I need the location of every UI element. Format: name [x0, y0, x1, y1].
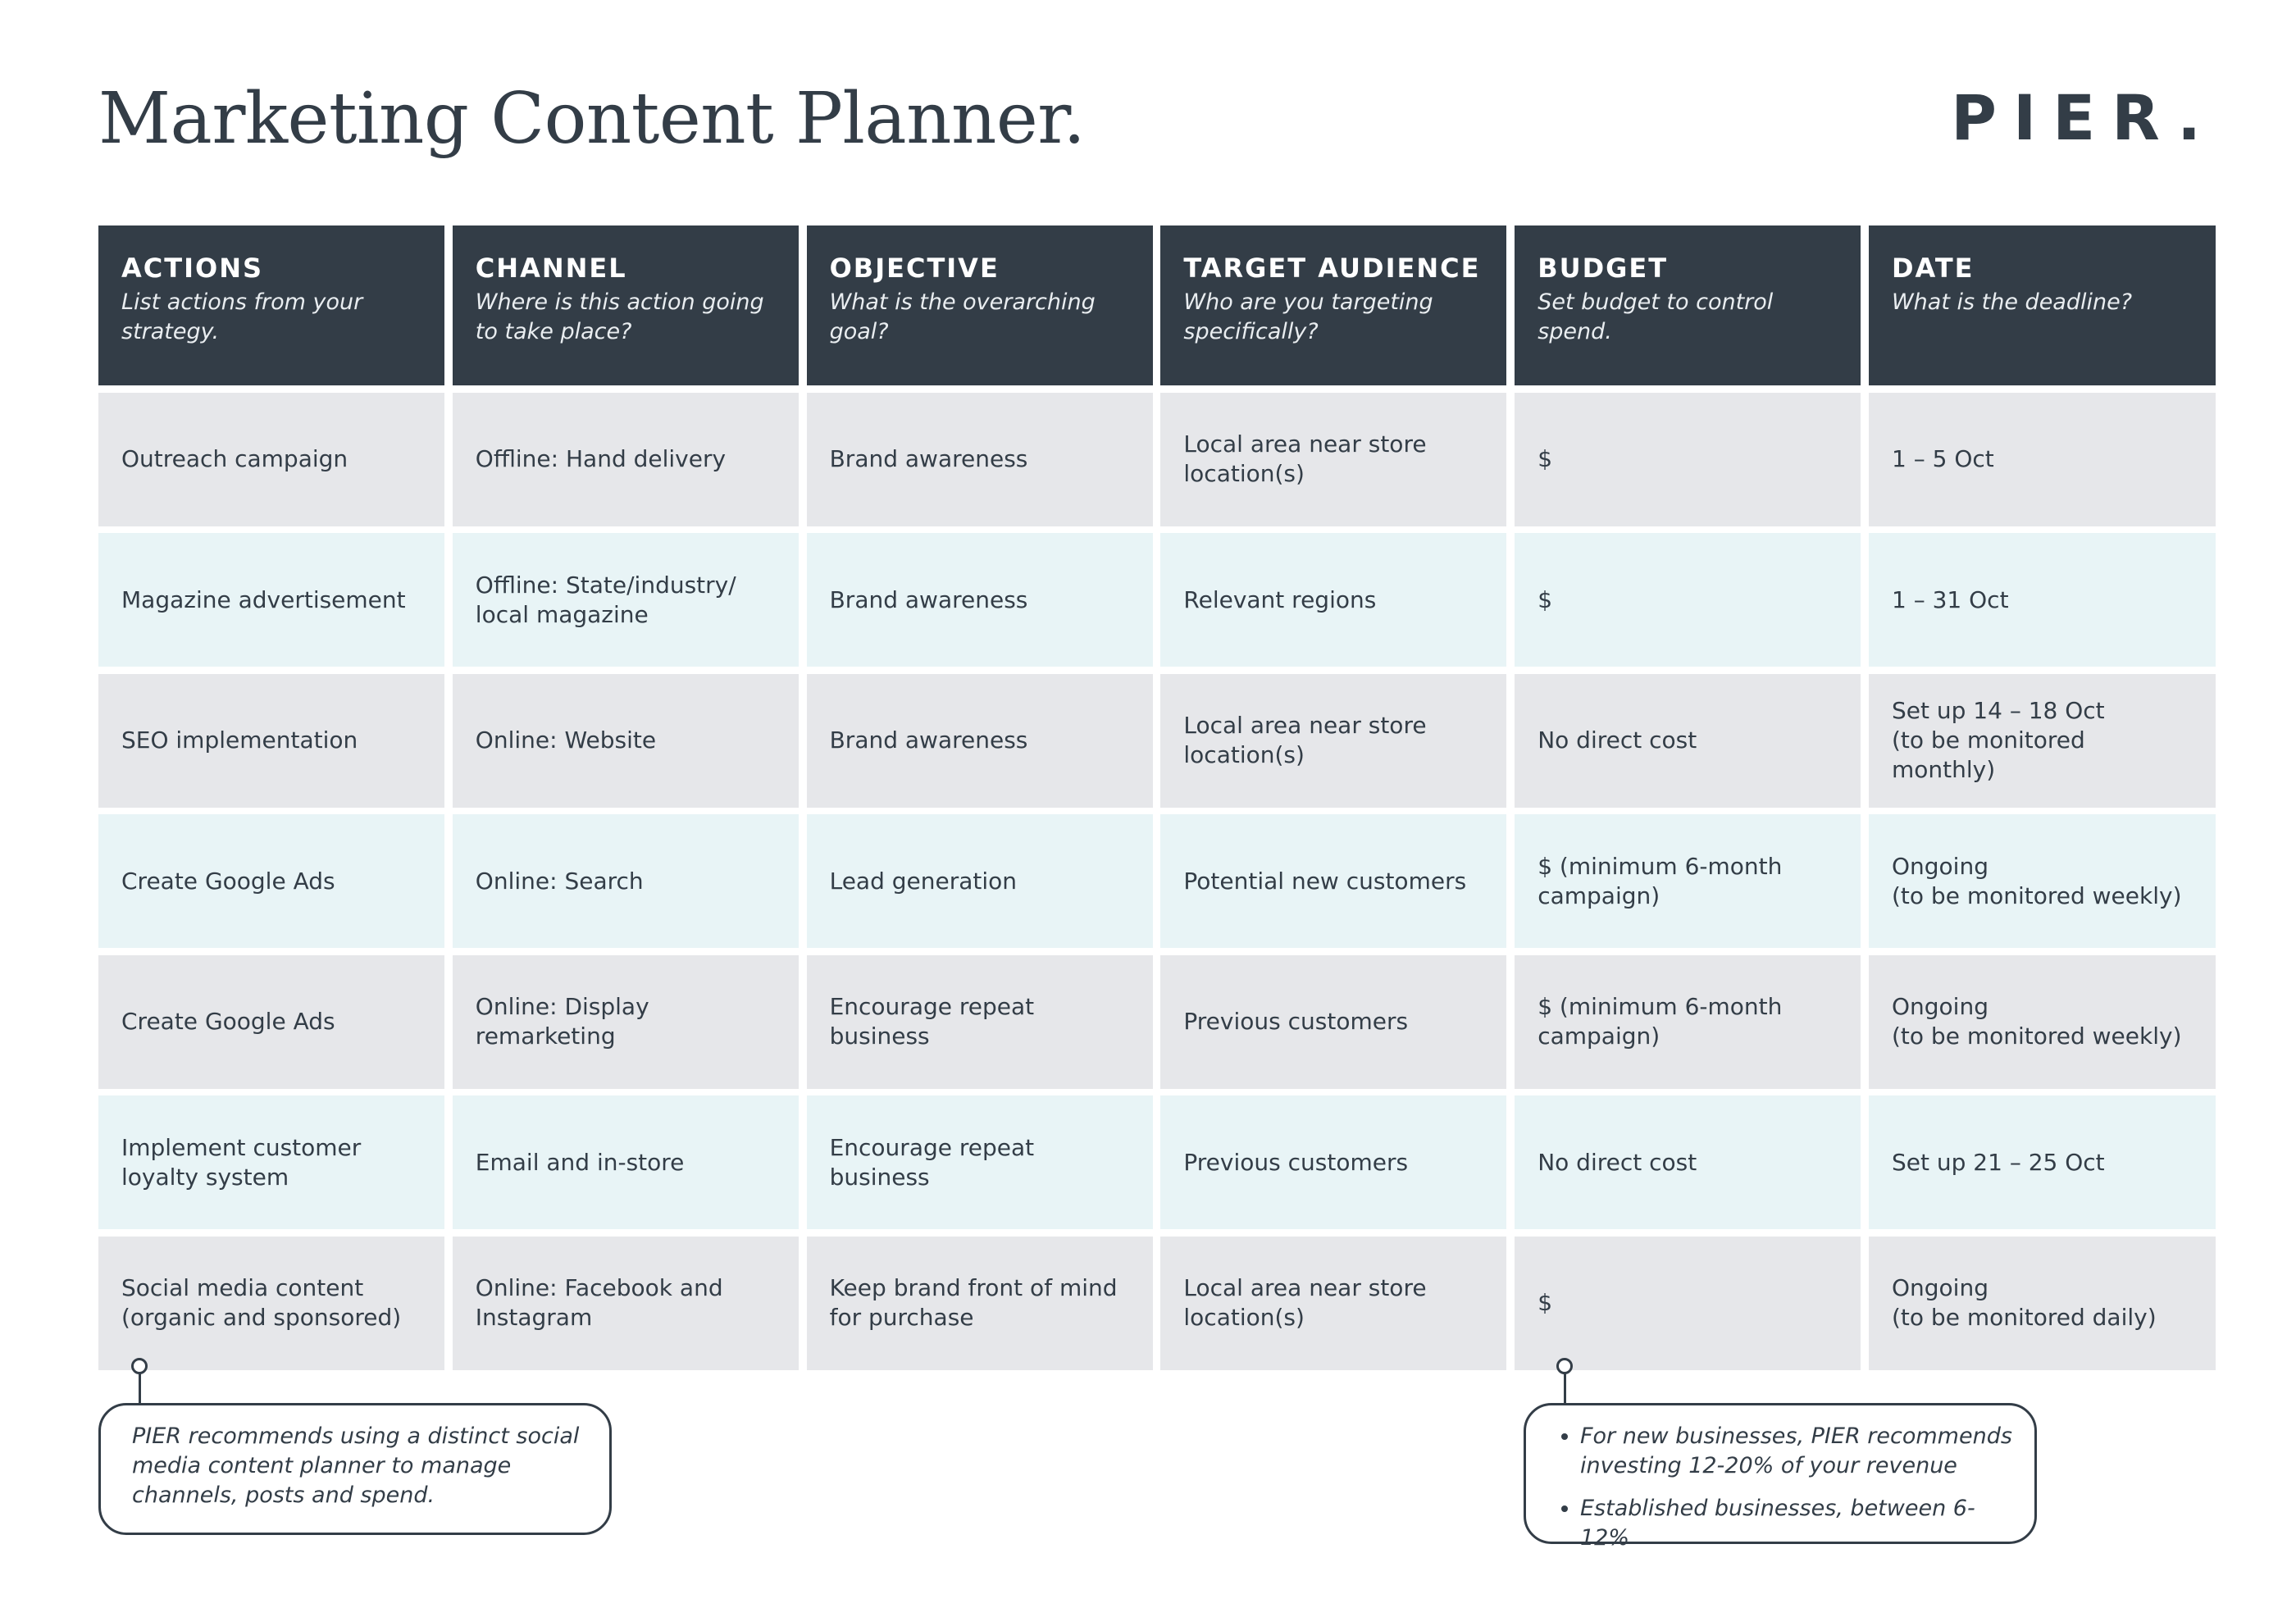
cell-channel — [453, 674, 799, 808]
column-header-target-audience — [1160, 225, 1506, 385]
cell-date — [1869, 393, 2216, 526]
column-title: OBJECTIVE — [829, 253, 1000, 284]
cell-channel — [453, 533, 799, 667]
cell-target-audience — [1160, 814, 1506, 948]
budget-callout — [1524, 1403, 2037, 1551]
cell-channel — [453, 1095, 799, 1229]
cell-text: Create Google Ads — [121, 867, 335, 895]
cell-text: Keep brand front of mind for purchase — [829, 1274, 1118, 1331]
cell-text: $ (minimum 6-month campaign) — [1538, 852, 1783, 909]
column-subtitle: What is the overarching goal? — [829, 289, 1096, 344]
cell-target-audience — [1160, 1237, 1506, 1370]
cell-text: Set up 21 – 25 Oct — [1891, 1148, 2105, 1176]
cell-text: Potential new customers — [1183, 867, 1467, 895]
cell-budget — [1515, 814, 1861, 948]
cell-budget — [1515, 674, 1861, 808]
cell-action — [98, 533, 444, 667]
column-subtitle: Where is this action going to take place? — [475, 289, 764, 344]
cell-text: Magazine advertisement — [121, 585, 406, 613]
cell-objective — [807, 955, 1153, 1089]
cell-text: Online: Display remarketing — [475, 993, 649, 1050]
cell-text: $ — [1538, 585, 1553, 613]
column-subtitle: Set budget to control spend. — [1538, 289, 1774, 344]
cell-text: $ (minimum 6-month campaign) — [1538, 993, 1783, 1050]
cell-budget — [1515, 1095, 1861, 1229]
budget-note: • Established businesses, between 6-12% — [1580, 1494, 2018, 1553]
cell-objective — [807, 1095, 1153, 1229]
cell-text: Local area near store location(s) — [1183, 712, 1427, 768]
cell-text: Ongoing (to be monitored weekly) — [1891, 993, 2182, 1050]
column-header-objective — [807, 225, 1153, 385]
cell-date — [1869, 674, 2216, 808]
cell-channel — [453, 955, 799, 1089]
cell-text: No direct cost — [1538, 1148, 1697, 1176]
callout-dot-right — [1556, 1358, 1573, 1374]
cell-objective — [807, 1237, 1153, 1370]
cell-text: Online: Facebook and Instagram — [475, 1274, 723, 1331]
cell-text: Brand awareness — [829, 445, 1028, 472]
cell-budget — [1515, 1237, 1861, 1370]
page-title: Marketing Content Planner. — [98, 78, 1086, 160]
cell-text: Previous customers — [1183, 1008, 1409, 1035]
cell-budget — [1515, 533, 1861, 667]
cell-text: Email and in-store — [475, 1148, 685, 1176]
cell-channel — [453, 393, 799, 526]
cell-target-audience — [1160, 674, 1506, 808]
cell-text: SEO implementation — [121, 727, 358, 754]
cell-text: $ — [1538, 445, 1553, 472]
column-header-actions — [98, 225, 444, 385]
cell-text: Ongoing (to be monitored weekly) — [1891, 852, 2182, 909]
cell-text: Outreach campaign — [121, 445, 348, 472]
column-subtitle: What is the deadline? — [1891, 289, 2133, 315]
cell-text: Ongoing (to be monitored daily) — [1891, 1274, 2157, 1331]
social-media-callout — [98, 1403, 612, 1535]
column-title: DATE — [1891, 253, 1975, 284]
cell-text: 1 – 5 Oct — [1891, 445, 1994, 472]
cell-text: Lead generation — [829, 867, 1018, 895]
column-subtitle: List actions from your strategy. — [121, 289, 363, 344]
column-header-channel — [453, 225, 799, 385]
callout-text: PIER recommends using a distinct social media content planner to manage channels, posts and spend. — [132, 1423, 580, 1508]
cell-date — [1869, 1237, 2216, 1370]
cell-text: Online: Website — [475, 727, 657, 754]
column-title: CHANNEL — [475, 253, 627, 284]
cell-action — [98, 1237, 444, 1370]
cell-date — [1869, 814, 2216, 948]
cell-text: Encourage repeat business — [829, 993, 1035, 1050]
cell-target-audience — [1160, 533, 1506, 667]
column-title: TARGET AUDIENCE — [1183, 253, 1481, 284]
cell-text: Create Google Ads — [121, 1008, 335, 1035]
cell-target-audience — [1160, 393, 1506, 526]
cell-objective — [807, 533, 1153, 667]
cell-budget — [1515, 955, 1861, 1089]
cell-target-audience — [1160, 955, 1506, 1089]
cell-channel — [453, 814, 799, 948]
cell-text: Offline: State/industry/ local magazine — [475, 571, 736, 628]
cell-action — [98, 955, 444, 1089]
budget-notes-list — [1557, 1422, 2018, 1553]
cell-text: Encourage repeat business — [829, 1133, 1035, 1191]
cell-target-audience — [1160, 1095, 1506, 1229]
column-title: ACTIONS — [121, 253, 264, 284]
cell-date — [1869, 533, 2216, 667]
cell-date — [1869, 1095, 2216, 1229]
cell-budget — [1515, 393, 1861, 526]
cell-channel — [453, 1237, 799, 1370]
cell-text: Brand awareness — [829, 585, 1028, 613]
cell-action — [98, 1095, 444, 1229]
cell-text: Set up 14 – 18 Oct (to be monitored monthly) — [1891, 697, 2105, 783]
cell-text: Social media content (organic and sponsored) — [121, 1274, 402, 1331]
cell-text: 1 – 31 Oct — [1891, 585, 2009, 613]
cell-objective — [807, 674, 1153, 808]
cell-action — [98, 814, 444, 948]
cell-text: Brand awareness — [829, 727, 1028, 754]
callout-dot-left — [131, 1358, 148, 1374]
cell-action — [98, 393, 444, 526]
cell-date — [1869, 955, 2216, 1089]
cell-text: Local area near store location(s) — [1183, 1274, 1427, 1331]
cell-text: $ — [1538, 1289, 1553, 1316]
cell-objective — [807, 393, 1153, 526]
column-subtitle: Who are you targeting specifically? — [1183, 289, 1433, 344]
cell-text: Online: Search — [475, 867, 644, 895]
column-header-budget — [1515, 225, 1861, 385]
budget-note: • For new businesses, PIER recommends investing 12-20% of your revenue — [1580, 1422, 2018, 1481]
column-title: BUDGET — [1538, 253, 1669, 284]
cell-text: Implement customer loyalty system — [121, 1133, 362, 1191]
cell-action — [98, 674, 444, 808]
cell-text: Previous customers — [1183, 1148, 1409, 1176]
cell-text: No direct cost — [1538, 727, 1697, 754]
cell-text: Local area near store location(s) — [1183, 430, 1427, 487]
cell-text: Relevant regions — [1183, 585, 1377, 613]
cell-text: Offline: Hand delivery — [475, 445, 727, 472]
pier-logo: PIER. — [1951, 81, 2217, 154]
planner-table — [98, 225, 2214, 1370]
cell-objective — [807, 814, 1153, 948]
column-header-date — [1869, 225, 2216, 385]
